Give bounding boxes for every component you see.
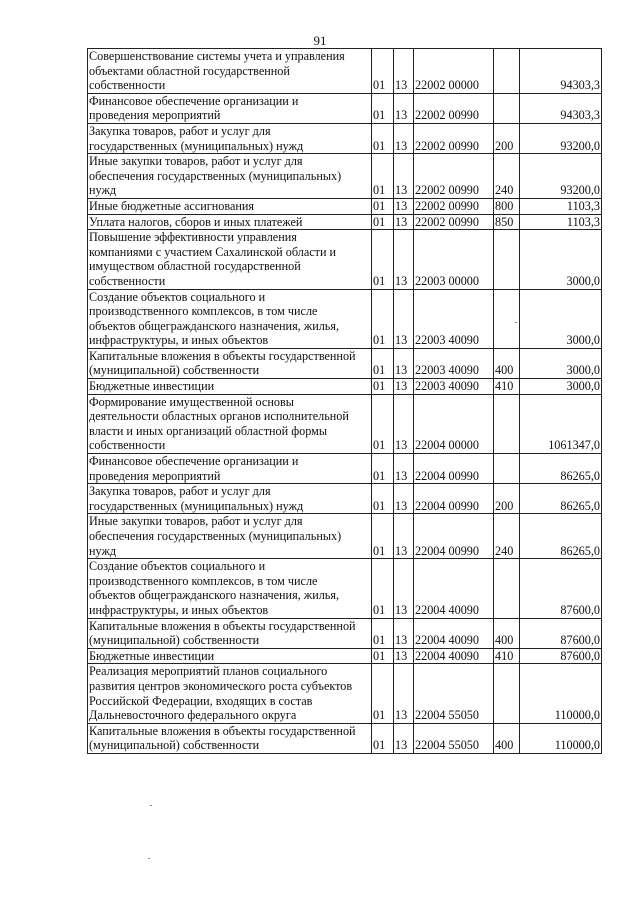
row-amount-text: 3000,0 — [566, 363, 600, 378]
row-subsection-text: 13 — [395, 108, 408, 123]
row-section-cell — [372, 123, 394, 153]
row-name-text: Иные бюджетные ассигнования — [89, 198, 255, 213]
row-subsection-text: 13 — [395, 214, 408, 229]
row-target-article-text: 22003 00000 — [415, 273, 479, 288]
row-expense-type-cell — [494, 230, 520, 289]
row-subsection-text: 13 — [395, 543, 408, 558]
budget-table-body — [88, 49, 602, 754]
row-amount-text: 93200,0 — [560, 138, 600, 153]
row-expense-type-cell — [494, 394, 520, 453]
row-amount-text: 94303,3 — [560, 78, 600, 93]
row-amount-text: 93200,0 — [560, 183, 600, 198]
row-name-text: Закупка товаров, работ и услуг для государственных (муниципальных) нужд — [89, 123, 304, 153]
row-subsection-text: 13 — [395, 648, 408, 663]
row-target-article-cell — [414, 93, 494, 123]
row-target-article-cell — [414, 214, 494, 230]
row-subsection-cell — [394, 214, 414, 230]
row-target-article-text: 22004 00990 — [415, 498, 479, 513]
row-target-article-cell — [414, 154, 494, 199]
row-name-text: Создание объектов социального и производственного комплексов, в том числе объектов общегражданского назначения, жилья, инфраструктуры, и иных объектов — [89, 289, 340, 348]
row-subsection-text: 13 — [395, 138, 408, 153]
row-name-text: Совершенствование системы учета и управления объектами областной государственной собственности — [89, 49, 345, 93]
table-row — [88, 198, 602, 214]
row-name-text: Финансовое обеспечение организации и проведения мероприятий — [89, 93, 299, 123]
table-row — [88, 289, 602, 348]
row-target-article-text: 22003 40090 — [415, 379, 479, 394]
row-name-cell — [88, 723, 372, 753]
row-target-article-text: 22004 00000 — [415, 438, 479, 453]
row-subsection-text: 13 — [395, 468, 408, 483]
table-row — [88, 514, 602, 559]
row-amount-text: 1103,3 — [566, 214, 600, 229]
row-amount-cell — [520, 559, 602, 618]
row-expense-type-cell — [494, 123, 520, 153]
row-subsection-cell — [394, 559, 414, 618]
row-name-text: Иные закупки товаров, работ и услуг для обеспечения государственных (муниципальных) нужд — [89, 514, 342, 558]
row-target-article-text: 22004 00990 — [415, 468, 479, 483]
row-section-text: 01 — [373, 108, 386, 123]
row-subsection-text: 13 — [395, 273, 408, 288]
row-section-cell — [372, 454, 394, 484]
row-expense-type-cell — [494, 484, 520, 514]
table-row — [88, 394, 602, 453]
row-target-article-cell — [414, 454, 494, 484]
row-name-cell — [88, 454, 372, 484]
row-subsection-text: 13 — [395, 498, 408, 513]
row-name-text: Бюджетные инвестиции — [89, 648, 215, 663]
row-target-article-cell — [414, 514, 494, 559]
row-expense-type-cell — [494, 348, 520, 378]
row-section-text: 01 — [373, 633, 386, 648]
row-name-cell — [88, 559, 372, 618]
row-expense-type-text: 200 — [495, 138, 514, 153]
row-target-article-text: 22003 40090 — [415, 333, 479, 348]
row-amount-cell — [520, 394, 602, 453]
row-section-cell — [372, 230, 394, 289]
row-expense-type-cell — [494, 214, 520, 230]
row-name-text: Капитальные вложения в объекты государственной (муниципальной) собственности — [89, 618, 356, 648]
row-target-article-cell — [414, 230, 494, 289]
row-section-text: 01 — [373, 648, 386, 663]
row-subsection-cell — [394, 379, 414, 395]
row-subsection-text: 13 — [395, 379, 408, 394]
row-target-article-cell — [414, 484, 494, 514]
row-name-text: Реализация мероприятий планов социального развития центров экономического роста субъектов Российской Федерации, входящих в состав Дальневосточного федерального округа — [89, 664, 353, 723]
row-subsection-text: 13 — [395, 738, 408, 753]
row-expense-type-cell — [494, 664, 520, 723]
table-row — [88, 618, 602, 648]
row-section-cell — [372, 484, 394, 514]
table-row — [88, 230, 602, 289]
row-amount-cell — [520, 289, 602, 348]
row-amount-cell — [520, 154, 602, 199]
row-target-article-text: 22004 00990 — [415, 543, 479, 558]
row-name-text: Создание объектов социального и производственного комплексов, в том числе объектов общегражданского назначения, жилья, инфраструктуры, и иных объектов — [89, 559, 340, 617]
row-name-cell — [88, 230, 372, 289]
row-name-cell — [88, 198, 372, 214]
page-number: 91 — [313, 33, 327, 48]
row-amount-text: 1103,3 — [566, 198, 600, 213]
row-name-text: Бюджетные инвестиции — [89, 379, 215, 394]
row-target-article-text: 22003 40090 — [415, 363, 479, 378]
row-target-article-text: 22004 40090 — [415, 633, 479, 648]
row-name-text: Закупка товаров, работ и услуг для государственных (муниципальных) нужд — [89, 484, 304, 513]
row-subsection-cell — [394, 93, 414, 123]
row-section-cell — [372, 289, 394, 348]
row-section-text: 01 — [373, 273, 386, 288]
row-amount-cell — [520, 723, 602, 753]
row-section-text: 01 — [373, 708, 386, 723]
row-expense-type-cell — [494, 198, 520, 214]
row-amount-cell — [520, 514, 602, 559]
table-row — [88, 154, 602, 199]
row-name-text: Финансовое обеспечение организации и проведения мероприятий — [89, 454, 299, 483]
row-subsection-text: 13 — [395, 633, 408, 648]
row-target-article-cell — [414, 618, 494, 648]
row-expense-type-text: 410 — [495, 648, 514, 663]
row-amount-text: 94303,3 — [560, 108, 600, 123]
row-amount-cell — [520, 379, 602, 395]
row-amount-cell — [520, 214, 602, 230]
row-amount-cell — [520, 93, 602, 123]
row-target-article-text: 22002 00990 — [415, 138, 479, 153]
row-subsection-cell — [394, 454, 414, 484]
row-expense-type-text: 240 — [495, 183, 514, 198]
row-expense-type-cell — [494, 618, 520, 648]
row-name-cell — [88, 664, 372, 723]
row-target-article-cell — [414, 49, 494, 94]
row-name-cell — [88, 49, 372, 94]
row-amount-cell — [520, 664, 602, 723]
row-amount-text: 110000,0 — [554, 708, 600, 723]
row-subsection-cell — [394, 289, 414, 348]
row-subsection-cell — [394, 484, 414, 514]
row-amount-cell — [520, 484, 602, 514]
row-subsection-cell — [394, 664, 414, 723]
row-amount-text: 3000,0 — [566, 379, 600, 394]
row-expense-type-text: 400 — [495, 738, 514, 753]
row-amount-cell — [520, 348, 602, 378]
row-section-text: 01 — [373, 363, 386, 378]
row-name-text: Уплата налогов, сборов и иных платежей — [89, 214, 303, 229]
row-subsection-cell — [394, 123, 414, 153]
row-name-cell — [88, 289, 372, 348]
table-row — [88, 559, 602, 618]
row-section-text: 01 — [373, 198, 386, 213]
row-subsection-text: 13 — [395, 438, 408, 453]
row-subsection-cell — [394, 618, 414, 648]
row-section-text: 01 — [373, 214, 386, 229]
row-target-article-text: 22004 55050 — [415, 708, 479, 723]
row-expense-type-text: 800 — [495, 198, 514, 213]
row-name-text: Иные закупки товаров, работ и услуг для обеспечения государственных (муниципальных) нужд — [89, 154, 342, 198]
row-name-text: Формирование имущественной основы деятельности областных органов исполнительной власти и иных организаций областной формы собственности — [89, 394, 349, 453]
row-target-article-cell — [414, 723, 494, 753]
row-name-cell — [88, 154, 372, 199]
row-section-cell — [372, 214, 394, 230]
row-expense-type-cell — [494, 154, 520, 199]
row-section-text: 01 — [373, 333, 386, 348]
row-subsection-text: 13 — [395, 602, 408, 617]
row-amount-cell — [520, 230, 602, 289]
row-section-cell — [372, 559, 394, 618]
row-expense-type-cell — [494, 93, 520, 123]
row-section-cell — [372, 664, 394, 723]
row-section-text: 01 — [373, 602, 386, 617]
row-subsection-text: 13 — [395, 333, 408, 348]
row-subsection-cell — [394, 49, 414, 94]
row-section-text: 01 — [373, 138, 386, 153]
row-section-cell — [372, 618, 394, 648]
row-amount-text: 87600,0 — [560, 633, 600, 648]
row-subsection-cell — [394, 154, 414, 199]
row-section-cell — [372, 348, 394, 378]
row-target-article-cell — [414, 664, 494, 723]
row-expense-type-cell — [494, 454, 520, 484]
row-name-text: Капитальные вложения в объекты государственной (муниципальной) собственности — [89, 348, 356, 378]
row-target-article-cell — [414, 348, 494, 378]
row-name-cell — [88, 214, 372, 230]
row-section-cell — [372, 154, 394, 199]
row-name-cell — [88, 394, 372, 453]
row-section-text: 01 — [373, 543, 386, 558]
row-expense-type-cell — [494, 289, 520, 348]
row-amount-text: 87600,0 — [560, 648, 600, 663]
row-subsection-text: 13 — [395, 363, 408, 378]
row-target-article-cell — [414, 198, 494, 214]
row-target-article-cell — [414, 123, 494, 153]
row-amount-text: 1061347,0 — [548, 438, 600, 453]
row-section-text: 01 — [373, 183, 386, 198]
row-amount-text: 87600,0 — [560, 602, 600, 617]
row-section-cell — [372, 198, 394, 214]
row-name-cell — [88, 648, 372, 664]
row-expense-type-text: 410 — [495, 379, 514, 394]
row-section-text: 01 — [373, 498, 386, 513]
row-section-text: 01 — [373, 78, 386, 93]
row-subsection-cell — [394, 394, 414, 453]
row-target-article-text: 22002 00990 — [415, 214, 479, 229]
row-section-cell — [372, 93, 394, 123]
row-name-cell — [88, 484, 372, 514]
row-section-text: 01 — [373, 379, 386, 394]
row-target-article-text: 22004 40090 — [415, 602, 479, 617]
table-row — [88, 93, 602, 123]
row-section-cell — [372, 49, 394, 94]
row-amount-cell — [520, 198, 602, 214]
row-name-cell — [88, 93, 372, 123]
row-expense-type-text: 200 — [495, 498, 514, 513]
table-row — [88, 664, 602, 723]
row-target-article-cell — [414, 379, 494, 395]
table-row — [88, 484, 602, 514]
table-row — [88, 379, 602, 395]
row-subsection-text: 13 — [395, 198, 408, 213]
row-amount-cell — [520, 49, 602, 94]
row-expense-type-cell — [494, 559, 520, 618]
row-expense-type-text: 850 — [495, 214, 514, 229]
row-amount-text: 3000,0 — [566, 273, 600, 288]
row-name-text: Капитальные вложения в объекты государственной (муниципальной) собственности — [89, 723, 356, 753]
row-name-text: Повышение эффективности управления компаниями с участием Сахалинской области и имуществом областной государственной собственности — [89, 230, 337, 288]
row-expense-type-cell — [494, 379, 520, 395]
row-amount-cell — [520, 123, 602, 153]
row-target-article-text: 22002 00990 — [415, 183, 479, 198]
row-amount-text: 3000,0 — [566, 333, 600, 348]
table-row — [88, 723, 602, 753]
row-section-cell — [372, 723, 394, 753]
table-row — [88, 454, 602, 484]
row-expense-type-cell — [494, 723, 520, 753]
row-expense-type-cell — [494, 514, 520, 559]
row-target-article-text: 22002 00990 — [415, 108, 479, 123]
row-target-article-cell — [414, 559, 494, 618]
row-amount-text: 86265,0 — [560, 543, 600, 558]
row-subsection-text: 13 — [395, 708, 408, 723]
row-subsection-cell — [394, 230, 414, 289]
row-target-article-text: 22004 55050 — [415, 738, 479, 753]
row-target-article-cell — [414, 394, 494, 453]
row-name-cell — [88, 514, 372, 559]
row-subsection-text: 13 — [395, 78, 408, 93]
row-amount-cell — [520, 648, 602, 664]
table-row — [88, 123, 602, 153]
row-amount-text: 110000,0 — [554, 738, 600, 753]
row-target-article-cell — [414, 648, 494, 664]
budget-table — [87, 48, 602, 754]
row-subsection-cell — [394, 723, 414, 753]
table-row — [88, 49, 602, 94]
row-amount-text: 86265,0 — [560, 468, 600, 483]
row-section-cell — [372, 379, 394, 395]
row-target-article-text: 22004 40090 — [415, 648, 479, 663]
row-expense-type-text: 400 — [495, 363, 514, 378]
row-subsection-cell — [394, 348, 414, 378]
row-section-text: 01 — [373, 738, 386, 753]
row-subsection-cell — [394, 648, 414, 664]
row-expense-type-text: 400 — [495, 633, 514, 648]
row-expense-type-cell — [494, 648, 520, 664]
row-name-cell — [88, 379, 372, 395]
table-row — [88, 648, 602, 664]
row-subsection-cell — [394, 198, 414, 214]
table-row — [88, 348, 602, 378]
row-section-text: 01 — [373, 438, 386, 453]
row-section-cell — [372, 394, 394, 453]
row-name-cell — [88, 348, 372, 378]
row-subsection-text: 13 — [395, 183, 408, 198]
row-name-cell — [88, 123, 372, 153]
row-name-cell — [88, 618, 372, 648]
row-section-cell — [372, 514, 394, 559]
row-target-article-text: 22002 00000 — [415, 78, 479, 93]
row-subsection-cell — [394, 514, 414, 559]
row-amount-cell — [520, 618, 602, 648]
row-expense-type-text: 240 — [495, 543, 514, 558]
row-expense-type-cell — [494, 49, 520, 94]
row-section-text: 01 — [373, 468, 386, 483]
row-target-article-cell — [414, 289, 494, 348]
row-target-article-text: 22002 00990 — [415, 198, 479, 213]
row-amount-cell — [520, 454, 602, 484]
row-section-cell — [372, 648, 394, 664]
row-amount-text: 86265,0 — [560, 498, 600, 513]
table-row — [88, 214, 602, 230]
